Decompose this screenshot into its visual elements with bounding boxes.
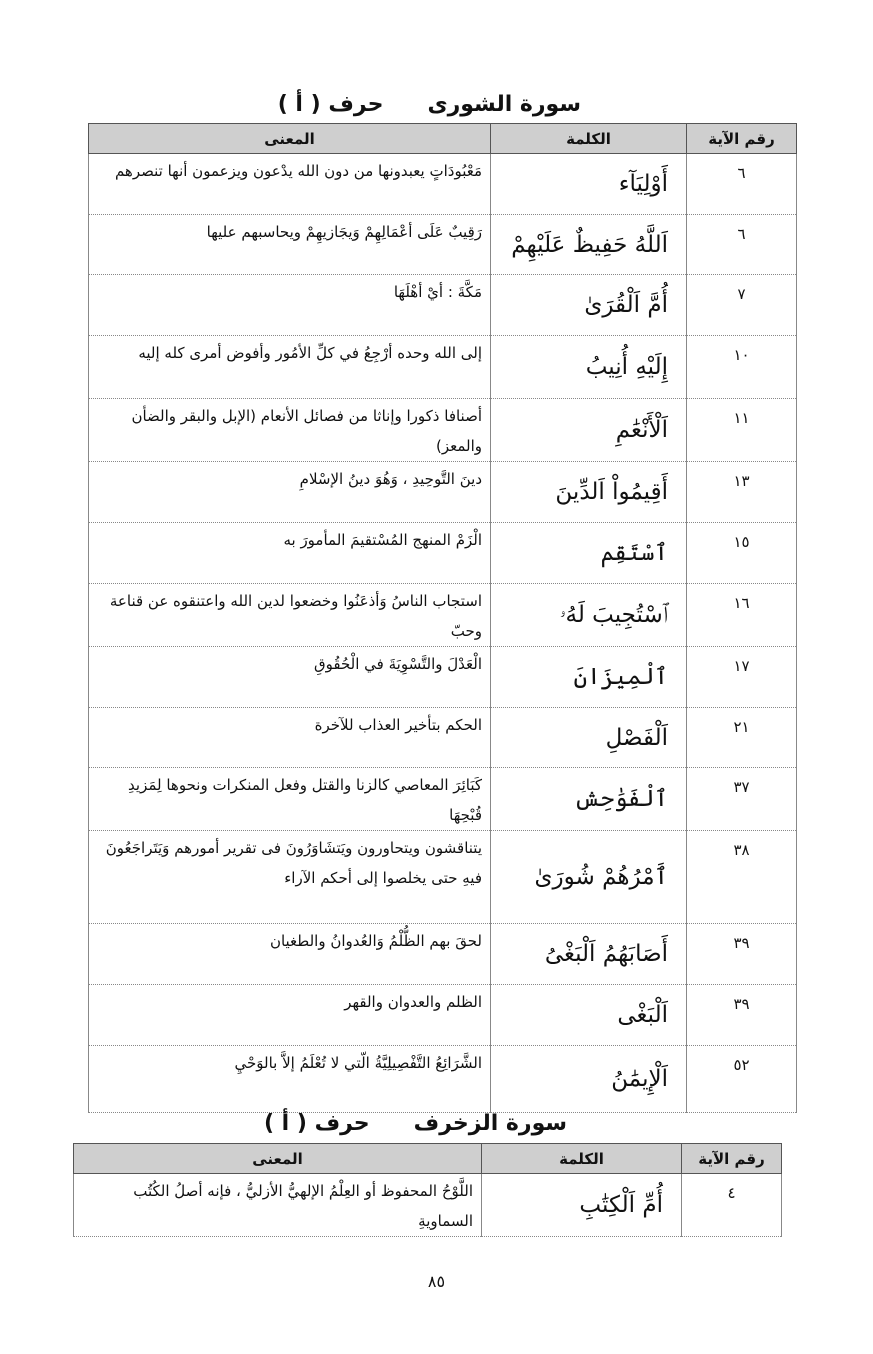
table-row [89,768,797,831]
ayah-number: ١٠ [687,336,797,399]
ayah-number: ١٦ [687,584,797,647]
table-header-row [89,124,797,154]
surah-name: سورة الزخرف [413,1111,567,1136]
ayah-number: ١١ [687,399,797,462]
table-row [89,523,797,584]
table-row [89,275,797,336]
table-row [89,831,797,924]
ayah-number: ١٥ [687,523,797,584]
ayah-number: ١٣ [687,462,797,523]
word-meaning: مَكَّةَ : أيْ أهْلَهَا [89,275,491,336]
ayah-number: ١٧ [687,647,797,708]
quran-word: أَقِيمُواْ اَلدِّينَ [491,462,687,523]
table-row [89,1046,797,1113]
word-meaning: يتناقشون ويتحاورون ويَتشَاوَرُونَ فى تقرير أمورهم وَيَتَراجَعُونَ فيهِ حتى يخلصوا إلى أحكم الآراء [89,831,491,924]
ayah-number: ٣٩ [687,985,797,1046]
table-row [89,924,797,985]
header-word: الكلمة [491,124,687,154]
table-header-row [74,1144,782,1174]
ayah-number: ٣٨ [687,831,797,924]
quran-word: اَلْأَنْعَٰمِ [491,399,687,462]
ayah-number: ٥٢ [687,1046,797,1113]
word-meaning: لحقَ بهم الظُّلْمُ وَالعُدوانُ والطغيان [89,924,491,985]
word-meaning: الْعَدْلَ والتَّسْوِيَةَ في الْحُقُوقِ [89,647,491,708]
word-meaning: الْزَمْ المنهج المُسْتقيمَ المأمورَ به [89,523,491,584]
quran-word: إِلَيْهِ أُنِيبُ [491,336,687,399]
table-row [89,154,797,215]
table-row [74,1174,782,1237]
header-meaning: المعنى [89,124,491,154]
harf-label: حرف ( أ ) [277,92,384,117]
ayah-number: ٦ [687,154,797,215]
quran-word: ٱسْتُجِيبَ لَهُۥ [491,584,687,647]
header-meaning: المعنى [74,1144,482,1174]
word-meaning: اللَّوْحُ المحفوظ أو العِلْمُ الإلهيُّ الأزليُّ ، فإنه أصلُ الكُتُب السماويةِ [74,1174,482,1237]
section-title [278,92,581,117]
quran-word: ٱلْفَوَٰحِش [491,768,687,831]
quran-word: ٱلْمِيزَانَ [491,647,687,708]
ayah-number: ٧ [687,275,797,336]
ayah-number: ٣٩ [687,924,797,985]
ayah-number: ٢١ [687,708,797,768]
ayah-number: ٣٧ [687,768,797,831]
header-ayah: رقم الآية [682,1144,782,1174]
ayah-number: ٤ [682,1174,782,1237]
word-meaning: أصنافا ذكورا وإناثا من فصائل الأنعام (الإبل والبقر والضأن والمعز) [89,399,491,462]
word-meaning: الظلم والعدوان والقهر [89,985,491,1046]
page-number: ٨٥ [427,1272,446,1291]
quran-word: اَلْبَغْى [491,985,687,1046]
table-row [89,985,797,1046]
section-title [264,1111,567,1136]
word-meaning: دينَ التَّوحِيدِ ، وَهُوَ دينُ الإسْلامِ [89,462,491,523]
table-row [89,462,797,523]
surah-name: سورة الشورى [427,92,581,117]
quran-word: أُمِّ اَلْكِتَٰبِ [482,1174,682,1237]
word-meaning: الحكم بتأخير العذاب للآخرة [89,708,491,768]
table-row [89,647,797,708]
table-row [89,215,797,275]
quran-word: أَصَابَهُمُ اَلْبَغْىُ [491,924,687,985]
table-row [89,584,797,647]
table-row [89,399,797,462]
word-meaning: مَعْبُودَاتٍ يعبدونها من دون الله يدْعون ويزعمون أنها تنصرهم [89,154,491,215]
word-meaning: الشَّرَائِعُ التَّفْصِيلِيَّةُ الّتي لا تُعْلَمُ إلاَّ بالوَحْيِ [89,1046,491,1113]
glossary-table [73,1143,782,1237]
harf-label: حرف ( أ ) [263,1111,370,1136]
quran-word: ٱَمْرُهُمْ شُورَىٰ [491,831,687,924]
quran-word: أُمَّ اَلْقُرَىٰ [491,275,687,336]
quran-word: أَوْلِيَآء [491,154,687,215]
ayah-number: ٦ [687,215,797,275]
word-meaning: إلى الله وحده أرْجِعُ في كلِّ الأمُور وأفوض أمرى كله إليه [89,336,491,399]
quran-word: اَلْإِيمَٰنُ [491,1046,687,1113]
table-row [89,708,797,768]
quran-word: ٱسْتَقِم [491,523,687,584]
quran-word: اَلْفَصْلِ [491,708,687,768]
table-row [89,336,797,399]
word-meaning: رَقِيبٌ عَلَى أعْمَالِهِمْ وَيجَازيهِمْ ويحاسبهم عليها [89,215,491,275]
word-meaning: استجاب الناسُ وَأذعَنُوا وخضعوا لدين الله واعتنقوه عن قناعة وحبّ [89,584,491,647]
header-ayah: رقم الآية [687,124,797,154]
header-word: الكلمة [482,1144,682,1174]
quran-word: اَللَّهُ حَفِيظٌ عَلَيْهِمْ [491,215,687,275]
word-meaning: كَبَائِرَ المعاصي كالزنا والقتل وفعل المنكرات ونحوها لِمَزيدِ قُبْحِهَا [89,768,491,831]
glossary-table [88,123,797,1113]
